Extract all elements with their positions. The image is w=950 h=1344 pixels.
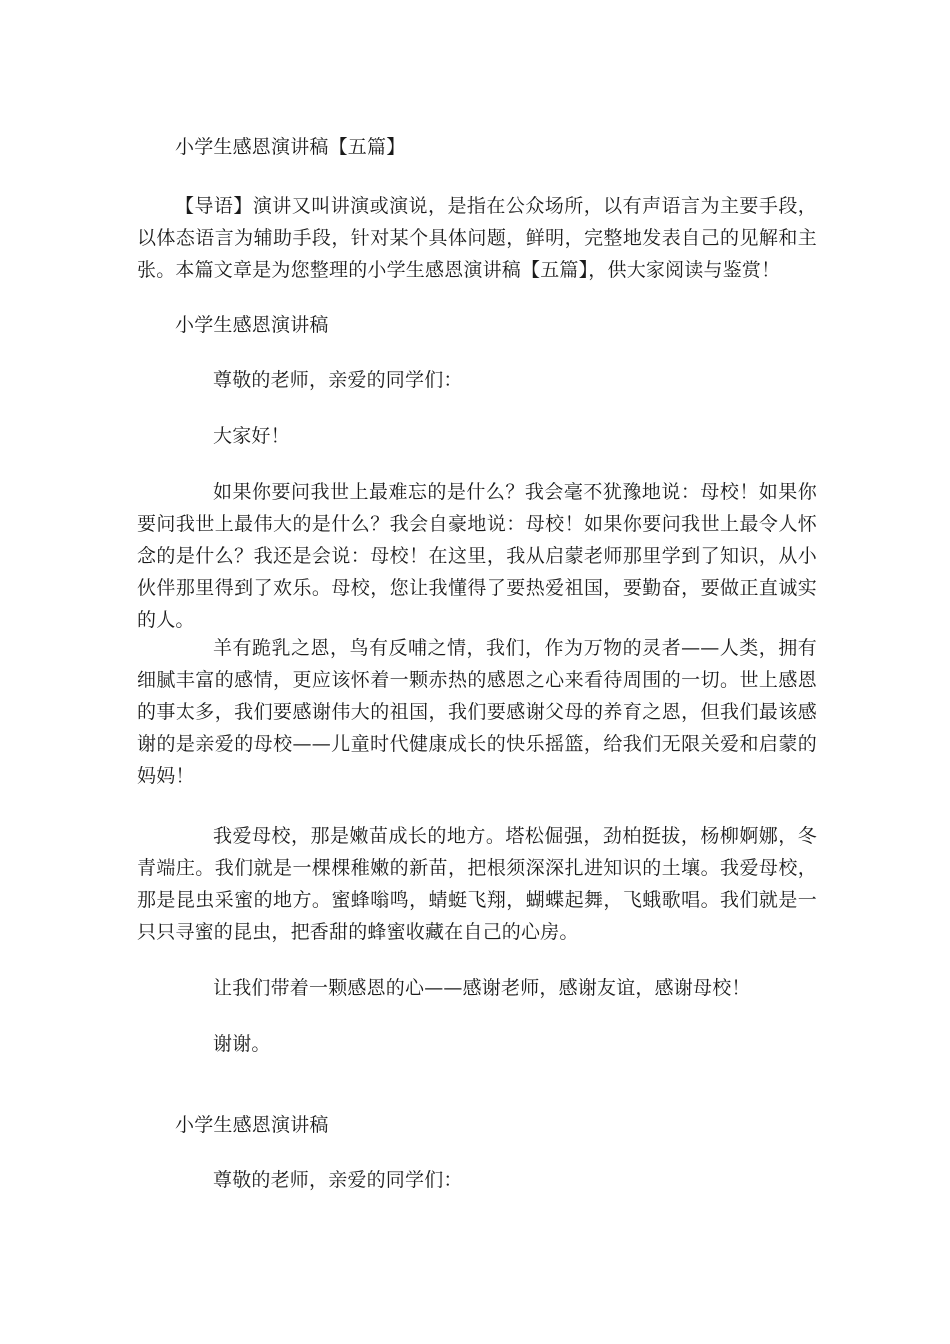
- document-title: 小学生感恩演讲稿【五篇】: [175, 136, 406, 158]
- body-paragraph: 羊有跪乳之恩，鸟有反哺之情，我们，作为万物的灵者——人类，拥有细腻丰富的感情，更应该怀着一颗赤热的感恩之心来看待周围的一切。世上感恩的事太多，我们要感谢伟大的祖国，我们要感谢父母的养育之恩，但我们最该感谢的是亲爱的母校——儿童时代健康成长的快乐摇篮，给我们无限关爱和启蒙的妈妈！: [137, 637, 817, 787]
- body-paragraph: 如果你要问我世上最难忘的是什么？我会毫不犹豫地说：母校！如果你要问我世上最伟大的是什么？我会自豪地说：母校！如果你要问我世上最令人怀念的是什么？我还是会说：母校！在这里，我从启蒙老师那里学到了知识，从小伙伴那里得到了欢乐。母校，您让我懂得了要热爱祖国，要勤奋，要做正直诚实的人。: [137, 481, 817, 631]
- intro-paragraph: 【导语】演讲又叫讲演或演说，是指在公众场所，以有声语言为主要手段，以体态语言为辅助手段，针对某个具体问题，鲜明，完整地发表自己的见解和主张。本篇文章是为您整理的小学生感恩演讲稿【五篇】，供大家阅读与鉴赏！: [137, 195, 817, 281]
- body-paragraph: 我爱母校，那是嫩苗成长的地方。塔松倔强，劲柏挺拔，杨柳婀娜，冬青端庄。我们就是一棵棵稚嫩的新苗，把根须深深扎进知识的土壤。我爱母校，那是昆虫采蜜的地方。蜜蜂嗡鸣，蜻蜓飞翔，蝴蝶起舞，飞蛾歌唱。我们就是一只只寻蜜的昆虫，把香甜的蜂蜜收藏在自己的心房。: [137, 825, 817, 943]
- salutation: 尊敬的老师，亲爱的同学们：: [213, 369, 463, 391]
- speech-heading: 小学生感恩演讲稿: [175, 314, 329, 336]
- closing-line: 让我们带着一颗感恩的心——感谢老师，感谢友谊，感谢母校！: [213, 977, 751, 999]
- salutation: 尊敬的老师，亲爱的同学们：: [213, 1169, 463, 1191]
- speech-heading: 小学生感恩演讲稿: [175, 1114, 329, 1136]
- thanks-line: 谢谢。: [213, 1033, 271, 1055]
- greeting: 大家好！: [213, 425, 290, 447]
